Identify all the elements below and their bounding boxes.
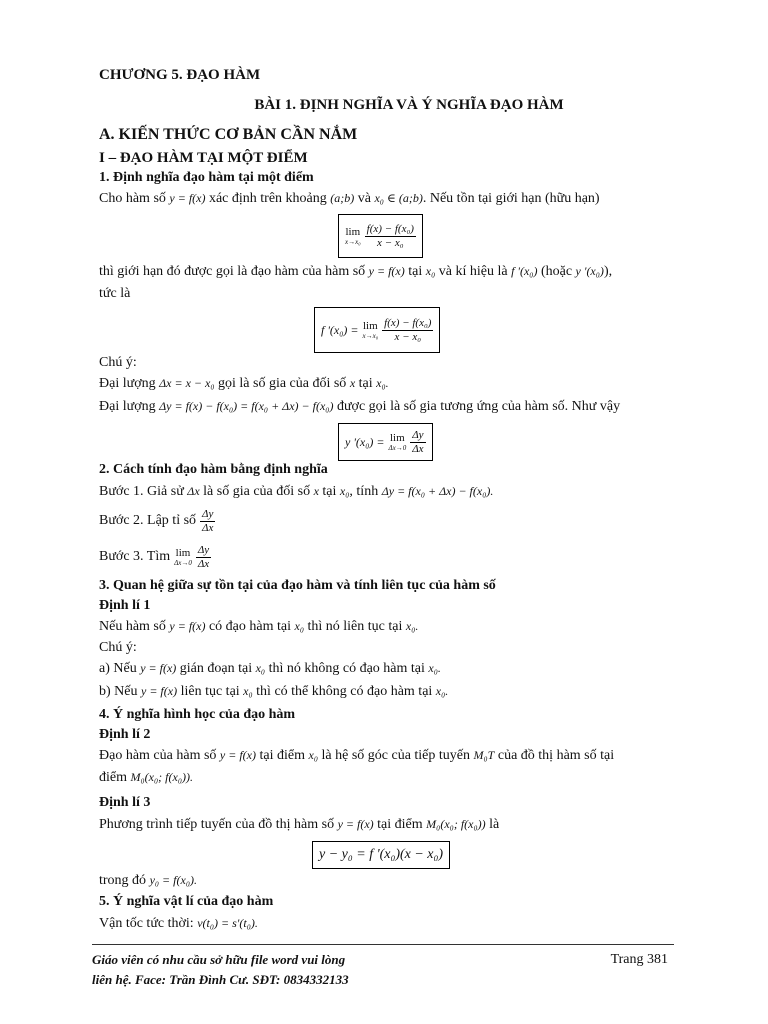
section-a-heading: A. KIẾN THỨC CƠ BẢN CẦN NẮM	[99, 126, 358, 143]
s3-note-b	[99, 682, 672, 701]
text: Nếu hàm số	[99, 619, 166, 634]
lim-sub: x→x₀	[362, 331, 379, 340]
s5-title: 5. Ý nghĩa vật lí của đạo hàm	[99, 894, 274, 909]
lim-sub: x→x₀	[345, 237, 361, 246]
math-expr: (a;b)	[330, 191, 355, 205]
text: điểm	[99, 770, 127, 785]
s4-theorem3: Định lí 3	[99, 795, 151, 810]
math-expr: y = f(x)	[219, 748, 256, 762]
math-expr: y = f(x)	[141, 684, 178, 698]
math-expr: M₀(x₀; f(x₀))	[426, 817, 486, 831]
numerator: f(x) − f(x₀)	[384, 316, 432, 329]
numerator: f(x) − f(x₀)	[366, 222, 414, 235]
text: thì nó liên tục tại	[307, 619, 403, 634]
math-expr: Δy = f(x₀ + Δx) − f(x₀).	[381, 484, 494, 498]
text: gián đoạn tại	[179, 661, 253, 676]
s2-title: 2. Cách tính đạo hàm bằng định nghĩa	[99, 462, 328, 477]
increment-quotient	[410, 429, 425, 456]
denominator: Δx	[197, 557, 210, 570]
math-expr: Δy = f(x) − f(x₀) = f(x₀ + Δx) − f(x₀)	[159, 399, 334, 413]
s4-where	[99, 871, 672, 890]
s1-line2	[99, 262, 672, 281]
text: Đại lượng	[99, 376, 156, 391]
s1-note2	[99, 397, 672, 416]
s3-note: Chú ý:	[99, 640, 137, 655]
text: b) Nếu	[99, 684, 138, 699]
text: Phương trình tiếp tuyến của đồ thị hàm số	[99, 817, 335, 832]
text: là	[489, 817, 500, 832]
tangent-equation-box	[312, 841, 450, 869]
text: là hệ số góc của tiếp tuyến	[321, 748, 471, 763]
text: ),	[603, 264, 613, 279]
math-expr: x₀	[243, 684, 253, 698]
math-expr: x₀	[425, 264, 436, 278]
math-expr: x	[349, 376, 356, 390]
increment-quotient	[196, 544, 211, 571]
math-expr: x₀	[339, 484, 350, 498]
s1-title: 1. Định nghĩa đạo hàm tại một điểm	[99, 170, 314, 185]
s2-step1	[99, 482, 672, 501]
s3-title: 3. Quan hệ giữa sự tồn tại của đạo hàm và tính liên tục của hàm số	[99, 578, 496, 593]
math-expr: y = f(x)	[169, 619, 206, 633]
footer-line1: Giáo viên có nhu cầu sở hữu file word vui lòng	[92, 952, 346, 967]
math-expr: x₀.	[376, 376, 389, 390]
limit-formula-box	[338, 214, 423, 258]
s4-t3-line	[99, 815, 672, 834]
math-expr: x₀.	[435, 684, 449, 698]
text: liên tục tại	[180, 684, 240, 699]
s1-note1	[99, 374, 672, 393]
lhs: y '(x₀) =	[345, 434, 385, 449]
text: Cho hàm số	[99, 191, 166, 206]
limit-symbol	[388, 433, 406, 452]
text: tại điểm	[377, 817, 423, 832]
math-expr: y '(x₀)	[575, 264, 604, 278]
math-expr: x₀ ∈ (a;b)	[374, 191, 423, 205]
s3-t1	[99, 617, 672, 636]
text: xác định trên khoảng	[208, 191, 327, 206]
chapter-title: CHƯƠNG 5. ĐẠO HÀM	[99, 67, 261, 83]
text: được gọi là số gia tương ứng của hàm số. Như vậy	[336, 399, 621, 414]
text: gọi là số gia của đối số	[218, 376, 347, 391]
text: Đạo hàm của hàm số	[99, 748, 217, 763]
denominator: Δx	[202, 521, 214, 534]
footer-contact	[92, 950, 349, 990]
lim-label: lim	[345, 225, 361, 238]
s4-t2-line2	[99, 768, 672, 787]
math-expr: f '(x₀)	[511, 264, 538, 278]
text: thì nó không có đạo hàm tại	[268, 661, 425, 676]
s3-theorem1: Định lí 1	[99, 598, 151, 613]
footer-divider	[92, 944, 674, 945]
lhs: f '(x₀) =	[321, 322, 359, 337]
increment-derivative-box	[338, 423, 433, 461]
s1-note: Chú ý:	[99, 355, 137, 370]
footer-line2: liên hệ. Face: Trần Đình Cư. SĐT: 0834332133	[92, 972, 349, 987]
math-expr: M₀T	[473, 748, 495, 762]
s4-t2-line1	[99, 746, 672, 765]
math-expr: y₀ = f(x₀).	[149, 873, 197, 887]
section-i-heading: I – ĐẠO HÀM TẠI MỘT ĐIỂM	[99, 150, 308, 166]
s1-line1	[99, 189, 672, 208]
math-expr: x₀	[255, 661, 266, 675]
math-expr: y = f(x)	[337, 817, 374, 831]
text: có đạo hàm tại	[208, 619, 291, 634]
limit-symbol	[174, 548, 192, 567]
math-expr: x₀	[308, 748, 318, 762]
text: (hoặc	[540, 264, 573, 279]
lim-sub: Δx→0	[174, 558, 192, 567]
difference-quotient	[365, 223, 416, 250]
math-expr: x₀.	[428, 661, 441, 675]
math-expr: Δx	[187, 484, 200, 498]
math-expr: v(t₀) = s'(t₀).	[197, 916, 258, 930]
s3-note-a	[99, 659, 672, 678]
math-expr: x₀.	[405, 619, 419, 633]
s2-step3	[99, 541, 672, 573]
numerator: Δy	[202, 507, 214, 520]
text: Bước 1. Giả sử	[99, 484, 184, 499]
text: tại	[358, 376, 373, 391]
text: , tính	[349, 484, 379, 499]
lim-label: lim	[362, 319, 378, 332]
text: . Nếu tồn tại giới hạn (hữu hạn)	[422, 191, 600, 206]
numerator: Δy	[197, 543, 210, 556]
text: Bước 3. Tìm	[99, 549, 171, 564]
text: a) Nếu	[99, 661, 137, 676]
math-expr: x₀	[294, 619, 304, 633]
s2-step2	[99, 505, 672, 537]
tangent-equation: y − y₀ = f '(x₀)(x − x₀)	[319, 847, 444, 862]
math-expr: y = f(x)	[140, 661, 177, 675]
s1-line3: tức là	[99, 286, 131, 301]
text: của đồ thị hàm số tại	[497, 748, 615, 763]
lesson-title: BÀI 1. ĐỊNH NGHĨA VÀ Ý NGHĨA ĐẠO HÀM	[254, 97, 564, 113]
increment-quotient	[200, 508, 215, 535]
numerator: Δy	[412, 428, 424, 441]
math-expr: y = f(x)	[368, 264, 405, 278]
difference-quotient	[382, 317, 433, 344]
limit-symbol	[345, 227, 361, 246]
limit-symbol	[363, 321, 379, 340]
s4-theorem2: Định lí 2	[99, 727, 151, 742]
text: trong đó	[99, 873, 147, 888]
lim-label: lim	[390, 431, 405, 444]
math-expr: x	[313, 484, 319, 498]
s4-title: 4. Ý nghĩa hình học của đạo hàm	[99, 707, 296, 722]
text: và	[357, 191, 371, 206]
denominator: Δx	[412, 442, 424, 455]
text: tại	[408, 264, 423, 279]
math-expr: y = f(x)	[169, 191, 206, 205]
text: Bước 2. Lập tỉ số	[99, 513, 197, 528]
lim-sub: Δx→0	[388, 443, 407, 452]
text: thì giới hạn đó được gọi là đạo hàm của hàm số	[99, 264, 366, 279]
text: thì có thể không có đạo hàm tại	[256, 684, 433, 699]
derivative-definition-box	[314, 307, 440, 353]
math-expr: M₀(x₀; f(x₀)).	[130, 770, 193, 784]
text: và kí hiệu là	[438, 264, 508, 279]
page-number: Trang 381	[610, 952, 668, 967]
denominator: x − x₀	[377, 236, 404, 249]
math-expr: Δx = x − x₀	[159, 376, 215, 390]
text: tại	[322, 484, 337, 499]
denominator: x − x₀	[394, 330, 422, 343]
text: Vận tốc tức thời:	[99, 916, 194, 931]
text: Đại lượng	[99, 399, 156, 414]
lim-label: lim	[175, 546, 191, 559]
text: tại điểm	[259, 748, 305, 763]
s5-velocity	[99, 914, 672, 933]
text: là số gia của đối số	[203, 484, 311, 499]
